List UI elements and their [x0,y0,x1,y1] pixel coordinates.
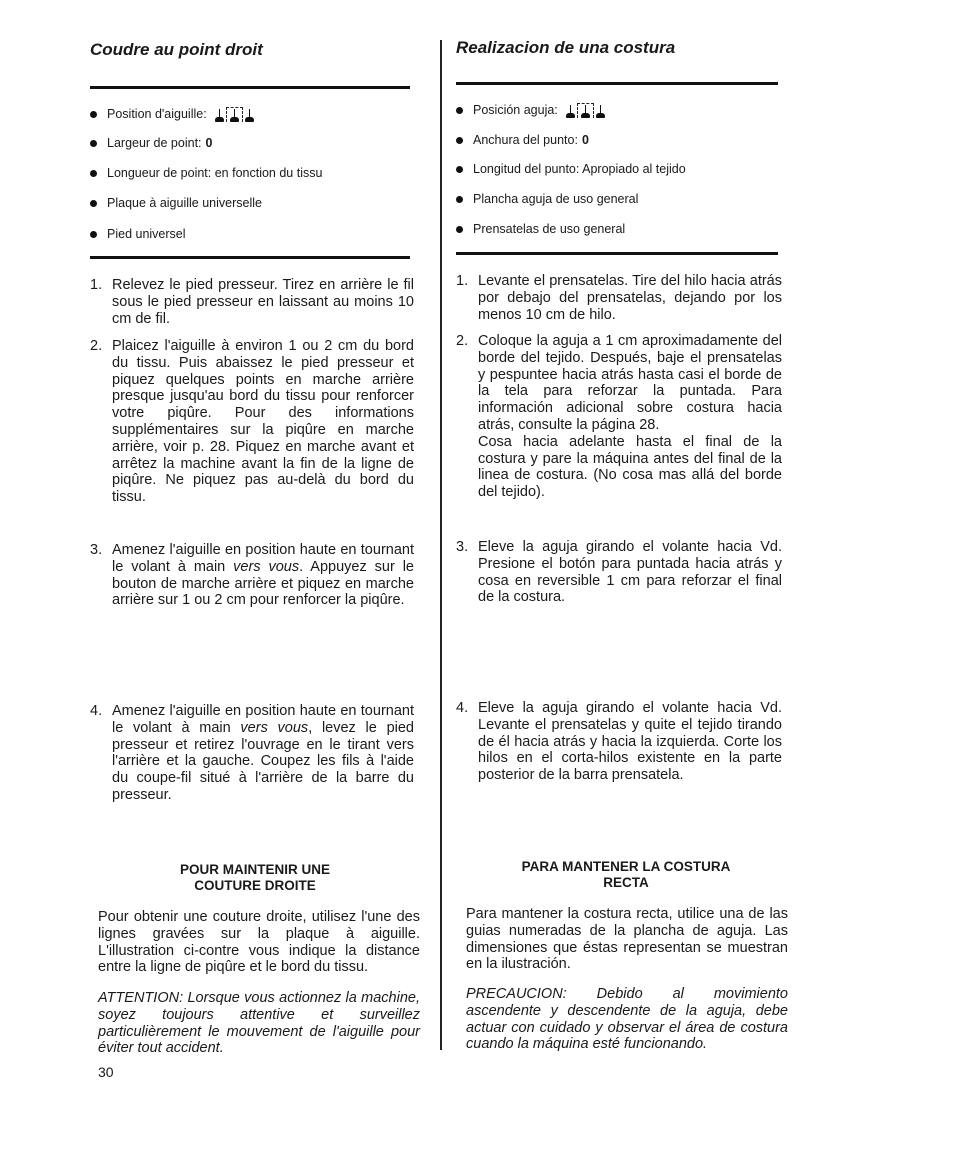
spec-presser-foot: Pied universel [90,227,186,241]
step-2: 2. Coloque la aguja a 1 cm aproximadamente del borde del tejido. Después, baje el prensatelas y pespuntee hacia atrás hasta casi el borde de la tela para reforzar la puntada. Para información adicional sobre costura hacia atrás, consulte la página 28. Cosa hacia adelante hasta el final de la costura y pare la máquina antes del final de la linea de costura. (No cosa mas allá del borde del tejido). [456,333,782,501]
spec-needle-position: Posición aguja: [456,102,605,118]
bullet-icon [90,140,97,147]
bullet-icon [90,111,97,118]
spec-stitch-width: Largeur de point: 0 [90,136,212,150]
step-4: 4. Eleve la aguja girando el volante hacia Vd. Levante el prensatelas y quite el tejido tirando de él hacia atrás y hacia la izquierda. Corte los hilos en el corta-hilos existente en la parte posterior de la barra prensatela. [456,700,782,784]
bottom-rule [456,252,778,255]
step-3: 3. Eleve la aguja girando el volante hacia Vd. Presione el botón para puntada hacia atrás y cosa en reversible 1 cm para reforzar el final de la costura. [456,539,782,606]
section-text: Pour obtenir une couture droite, utilisez l'une des lignes gravées sur la plaque à aiguille. L'illustration ci-contre vous indique la distance entre la ligne de piqûre et le bord du tissu. [98,909,420,976]
step-4: 4. Amenez l'aiguille en position haute en tournant le volant à main vers vous, levez le pied presseur et retirez l'ouvrage en le tirant vers l'arrière et la gauche. Coupez les fils à l'aide du coupe-fil situé à l'arrière de la barre du presseur. [90,703,414,803]
step-2: 2. Plaicez l'aiguille à environ 1 ou 2 cm du bord du tissu. Puis abaissez le pied presseur et piquez quelques points en marche arrière presque jusqu'au bord du tissu pour renforcer votre piqûre. Pour des informations supplémentaires sur la piqûre en marche arrière, voir p. 28. Piquez en marche avant et arrêtez la machine avant la fin de la ligne de piqûre. Ne piquez pas au-delà du bord du tissu. [90,338,414,506]
bottom-rule [90,256,410,259]
spec-needle-plate: Plaque à aiguille universelle [90,196,262,210]
step-1: 1. Relevez le pied presseur. Tirez en arrière le fil sous le pied presseur en laissant au moins 10 cm de fil. [90,277,414,327]
needle-position-icon [215,106,254,122]
spec-presser-foot: Prensatelas de uso general [456,222,625,236]
page-number: 30 [98,1064,114,1080]
column-divider [440,40,442,1050]
spec-stitch-length: Longitud del punto: Apropiado al tejido [456,162,686,176]
top-rule [456,82,778,85]
section-text: Para mantener la costura recta, utilice una de las guias numeradas de la plancha de aguja. Las dimensiones que éstas representan se muestran en la ilustración. [466,906,788,973]
section-heading: PARA MANTENER LA COSTURA RECTA [521,859,731,890]
attention-text: PRECAUCION: Debido al movimiento ascendente y descendente de la aguja, debe actuar con cuidado y observar el área de costura cuando la máquina esté funcionando. [466,986,788,1053]
bullet-icon [456,107,463,114]
needle-position-icon [566,102,605,118]
step-1: 1. Levante el prensatelas. Tire del hilo hacia atrás por debajo del prensatelas, dejando por los menos 10 cm de hilo. [456,273,782,323]
spec-stitch-length: Longueur de point: en fonction du tissu [90,166,322,180]
bullet-icon [456,196,463,203]
section-heading: POUR MAINTENIR UNE COUTURE DROITE [179,862,330,893]
bullet-icon [456,137,463,144]
spanish-title: Realizacion de una costura [456,38,676,57]
step-3: 3. Amenez l'aiguille en position haute en tournant le volant à main vers vous. Appuyez sur le bouton de marche arrière et piquez en marche arrière sur 1 ou 2 cm pour renforcer la piqûre. [90,542,414,609]
bullet-icon [456,226,463,233]
bullet-icon [456,166,463,173]
french-title: Coudre au point droit [90,40,263,59]
spec-stitch-width: Anchura del punto: 0 [456,133,589,147]
bullet-icon [90,200,97,207]
bullet-icon [90,231,97,238]
spec-needle-position: Position d'aiguille: [90,106,254,122]
spec-needle-plate: Plancha aguja de uso general [456,192,638,206]
bullet-icon [90,170,97,177]
attention-text: ATTENTION: Lorsque vous actionnez la machine, soyez toujours attentive et surveillez particulièrement le mouvement de l'aiguille pour éviter tout accident. [98,990,420,1057]
top-rule [90,86,410,89]
